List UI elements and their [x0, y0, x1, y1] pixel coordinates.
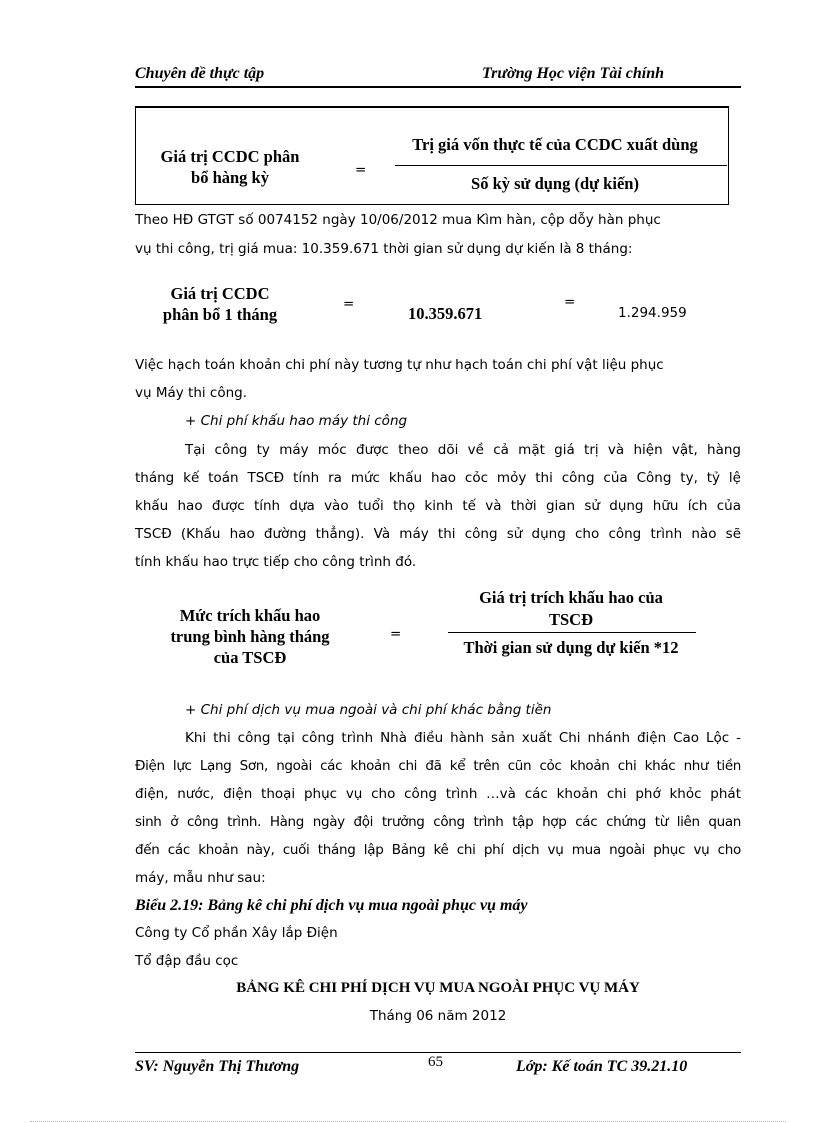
para3-line2: tháng kế toán TSCĐ tính ra mức khấu hao cỏc mỏy thi công của Công ty, tỷ lệ [135, 470, 741, 486]
formula3-denominator: Thời gian sử dụng dự kiến *12 [463, 638, 679, 657]
company-name: Công ty Cổ phần Xây lắp Điện [135, 925, 338, 941]
formula2-left-line1: Giá trị CCDC [170, 284, 270, 303]
section1-title: + Chi phí khấu hao máy thi công [185, 413, 408, 429]
formula2-left-line2: phân bổ 1 tháng [162, 305, 278, 324]
header-right: Trường Học viện Tài chính [482, 65, 665, 82]
formula1-left-line1: Giá trị CCDC phân [160, 147, 300, 166]
formula2-left [150, 283, 290, 325]
para4-line1: Khi thi công tại công trình Nhà điều hành sản xuất Chi nhánh điện Cao Lộc - [185, 730, 741, 746]
para3-line5: tính khấu hao trực tiếp cho công trình đó. [135, 554, 417, 570]
section2-title: + Chi phí dịch vụ mua ngoài và chi phí khác bằng tiền [185, 702, 552, 718]
header-rule [135, 86, 741, 88]
page-number: 65 [428, 1054, 443, 1070]
para3-line3: khấu hao được tính dựa vào tuổi thọ kinh tế và thời gian sử dụng hữu ích của [135, 498, 741, 514]
footer-right: Lớp: Kế toán TC 39.21.10 [516, 1058, 688, 1075]
para4-line4: sinh ở công trình. Hàng ngày đội trưởng công trình tập hợp các chứng từ liên quan [135, 814, 741, 830]
formula3-left-line2: trung bình hàng tháng [170, 627, 330, 646]
formula2-value: 10.359.671 [408, 304, 483, 323]
formula2-equals1: = [343, 296, 355, 312]
formula3-numerator-line1: Giá trị trích khấu hao của [479, 588, 663, 607]
formula1-denominator: Số kỳ sử dụng (dự kiến) [471, 174, 639, 193]
footer-left: SV: Nguyễn Thị Thương [135, 1058, 300, 1075]
formula1-left [145, 146, 315, 188]
para4-line2: Điện lực Lạng Sơn, ngoài các khoản chi đã kể trên cũn cỏc khoản chi khác như tiền [135, 758, 741, 774]
para1-line1: Theo HĐ GTGT số 0074152 ngày 10/06/2012 mua Kìm hàn, cộp dỗy hàn phục [135, 212, 661, 228]
para4-line6: máy, mẫu như sau: [135, 870, 266, 886]
formula3-left-line1: Mức trích khấu hao [179, 606, 321, 625]
formula2-result: 1.294.959 [618, 305, 687, 321]
para4-line5: đến các khoản này, cuối tháng lập Bảng kê chi phí dịch vụ mua ngoài phục vụ cho [135, 842, 741, 858]
para2-line1: Việc hạch toán khoản chi phí này tương tự như hạch toán chi phí vật liệu phục [135, 357, 664, 373]
para1-line2: vụ thi công, trị giá mua: 10.359.671 thời gian sử dụng dự kiến là 8 tháng: [135, 241, 633, 257]
page-edge-dotted-line [30, 1121, 786, 1122]
formula3-left [150, 605, 350, 668]
team-name: Tổ đập đầu cọc [135, 953, 239, 969]
header-left: Chuyên đề thực tập [135, 65, 265, 82]
formula2-equals2: = [564, 294, 576, 310]
para2-line2: vụ Máy thi công. [135, 385, 248, 401]
footer-rule [135, 1052, 741, 1053]
formula3-numerator-line2: TSCĐ [548, 610, 593, 629]
table-title: BẢNG KÊ CHI PHÍ DỊCH VỤ MUA NGOÀI PHỤC VỤ MÁY [236, 980, 640, 996]
para4-line3: điện, nước, điện thoại phục vụ cho công trình …và các khoản chi phớ khỏc phát [135, 786, 741, 802]
table-date: Tháng 06 năm 2012 [369, 1008, 507, 1024]
para3-line4: TSCĐ (Khấu hao đường thẳng). Và máy thi công sử dụng cho công trình nào sẽ [135, 526, 741, 542]
formula1-fraction-bar [395, 165, 727, 166]
formula3-equals: = [390, 626, 402, 642]
formula3-fraction-bar [448, 632, 696, 633]
formula1-equals: = [355, 162, 367, 178]
formula1-numerator: Trị giá vốn thực tế của CCDC xuất dùng [412, 135, 698, 154]
formula3-left-line3: của TSCĐ [213, 648, 287, 667]
formula1-left-line2: bổ hàng kỳ [191, 168, 269, 187]
para3-line1: Tại công ty máy móc được theo dõi về cả mặt giá trị và hiện vật, hàng [185, 442, 741, 458]
formula3-numerator [446, 587, 696, 631]
figure-caption: Biểu 2.19: Bảng kê chi phí dịch vụ mua ngoài phục vụ máy [135, 897, 528, 914]
